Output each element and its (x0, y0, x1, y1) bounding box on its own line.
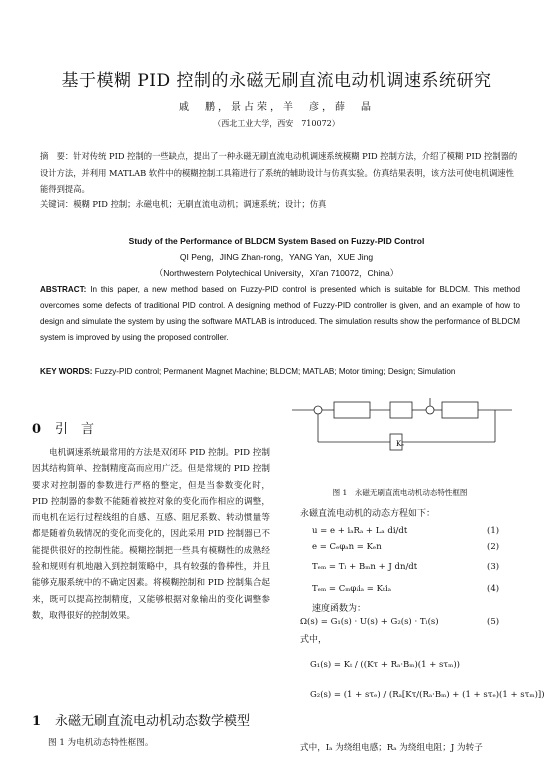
equation-4-number: (4) (487, 584, 500, 594)
abstract-cn-text: 针对传统 PID 控制的一些缺点，提出了一种永磁无刷直流电动机调速系统模糊 PID 控制方法，介绍了模糊 PID 控制器的设计方法，并利用 MATLAB 软件中的模糊控制工具箱进行了系统的辅助设计与仿真实验。仿真结果表明，该方法可使电机调速性能得到提高。 (40, 151, 518, 194)
section-0-title: 引 言 (55, 422, 95, 437)
section-1-title: 永磁无刷直流电动机动态数学模型 (55, 714, 251, 729)
abstract-cn (40, 148, 518, 198)
keywords-en-label: KEY WORDS: (40, 367, 93, 376)
where-label: 式中， (300, 635, 328, 645)
section-0-number: 0 (32, 422, 42, 437)
abstract-cn-label: 摘 要： (40, 151, 74, 161)
keywords-en-text: Fuzzy-PID control; Permanent Magnet Machine; BLDCM; MATLAB; Motor timing; Design; Simulation (94, 367, 456, 376)
affiliation-en: （Northwestern Polytechical University，Xi'an 710072，China） (154, 268, 399, 278)
figure-1-caption: 图 1 永磁无刷直流电动机动态特性框图 (332, 488, 468, 497)
equation-4: Tₑₘ = Cₘφᵢiₐ = Kₜiₐ (312, 584, 392, 594)
abstract-en-text: In this paper, a new method based on Fuzzy-PID control is presented which is suitable for BLDCM. This method overcomes some defects of traditional PID control. A designing method of Fuzzy-PID controller is given, and an example of how to design and simulate the system by using the software MATLAB is introduced. The simulation results show the performance of BLDCM system is improved by using the proposed controller. (40, 285, 520, 342)
block-diagram-figure (290, 398, 520, 478)
transfer-function-g2: G₂(s) = (1 + sτₑ) / (Rₐ[Kτ/(Rₐ·Bₘ) + (1 + sτₑ)(1 + sτₘ)]) (310, 690, 545, 700)
equation-2-number: (2) (487, 542, 500, 552)
equations-intro: 永磁直流电动机的动态方程如下： (300, 509, 436, 519)
equation-5: Ω(s) = G₁(s) · U(s) + G₂(s) · Tₗ(s) (300, 617, 439, 627)
equation-3: Tₑₘ = Tₗ + Bₘn + J dn/dt (312, 562, 418, 572)
keywords-cn-label: 关键词： (40, 199, 74, 209)
keywords-en (40, 364, 520, 380)
section-1-number: 1 (32, 714, 42, 729)
abstract-en-label: ABSTRACT: (40, 285, 87, 294)
keywords-cn (40, 198, 518, 210)
equation-3-number: (3) (487, 562, 500, 572)
equation-1-number: (1) (487, 526, 500, 536)
symbol-definitions: 式中，Iₐ 为绕组电感；Rₐ 为绕组电阻；J 为转子 (300, 743, 483, 753)
authors-en: QI Peng，JING Zhan-rong，YANG Yan，XUE Jing (179, 252, 374, 262)
equation-2: e = Cₑφₐn = Kₑn (312, 542, 382, 552)
transfer-function-g1: G₁(s) = Kₜ / ((Kτ + Rₐ·Bₘ)(1 + sτₘ)) (310, 660, 460, 670)
authors-cn: 戚 鹏，景占荣，羊 彦，薛 晶 (179, 102, 374, 113)
keywords-cn-text: 模糊 PID 控制；永磁电机；无刷直流电动机；调速系统；设计；仿真 (73, 199, 327, 209)
section-0-heading (32, 418, 94, 437)
intro-paragraph: 电机调速系统最常用的方法是双闭环 PID 控制。PID 控制因其结构简单、控制精度高而应用广泛。但是常规的 PID 控制要求对控制器的参数进行严格的整定，但是当参数变化时，PID 控制器的参数不能随着被控对象的变化而作相应的调整，而电机在运行过程线组的自感、互感、阻尼系数、转动惯量等都是随着负载情况的变化而变化的，因此采用 PID 控制器已不能提供很好的控制性能。模糊控制把一些具有模糊性的成熟经验和规则有机地融入到控制策略中，具有较强的鲁棒性，并且能够克服系统中的不确定因素。将模糊控制和 PID 控制集合起来，既可以提高控制精度，又能够根据对象输出的变化调整参数，取得很好的控制效果。 (32, 448, 270, 621)
equation-5-number: (5) (487, 617, 500, 627)
paper-title: 基于模糊 PID 控制的永磁无刷直流电动机调速系统研究 (61, 71, 492, 91)
section-1-text: 图 1 为电机动态特性框图。 (48, 738, 154, 748)
title-en: Study of the Performance of BLDCM System Based on Fuzzy-PID Control (128, 236, 425, 246)
speed-function-intro: 速度函数为： (312, 604, 367, 614)
equation-1: u = e + iₐRₐ + Lₐ di/dt (312, 526, 408, 536)
affiliation-cn: （西北工业大学，西安 710072） (213, 119, 340, 128)
section-1-heading (32, 710, 250, 729)
abstract-en (40, 282, 520, 346)
feedback-gain-label: Kₑ (396, 440, 404, 448)
